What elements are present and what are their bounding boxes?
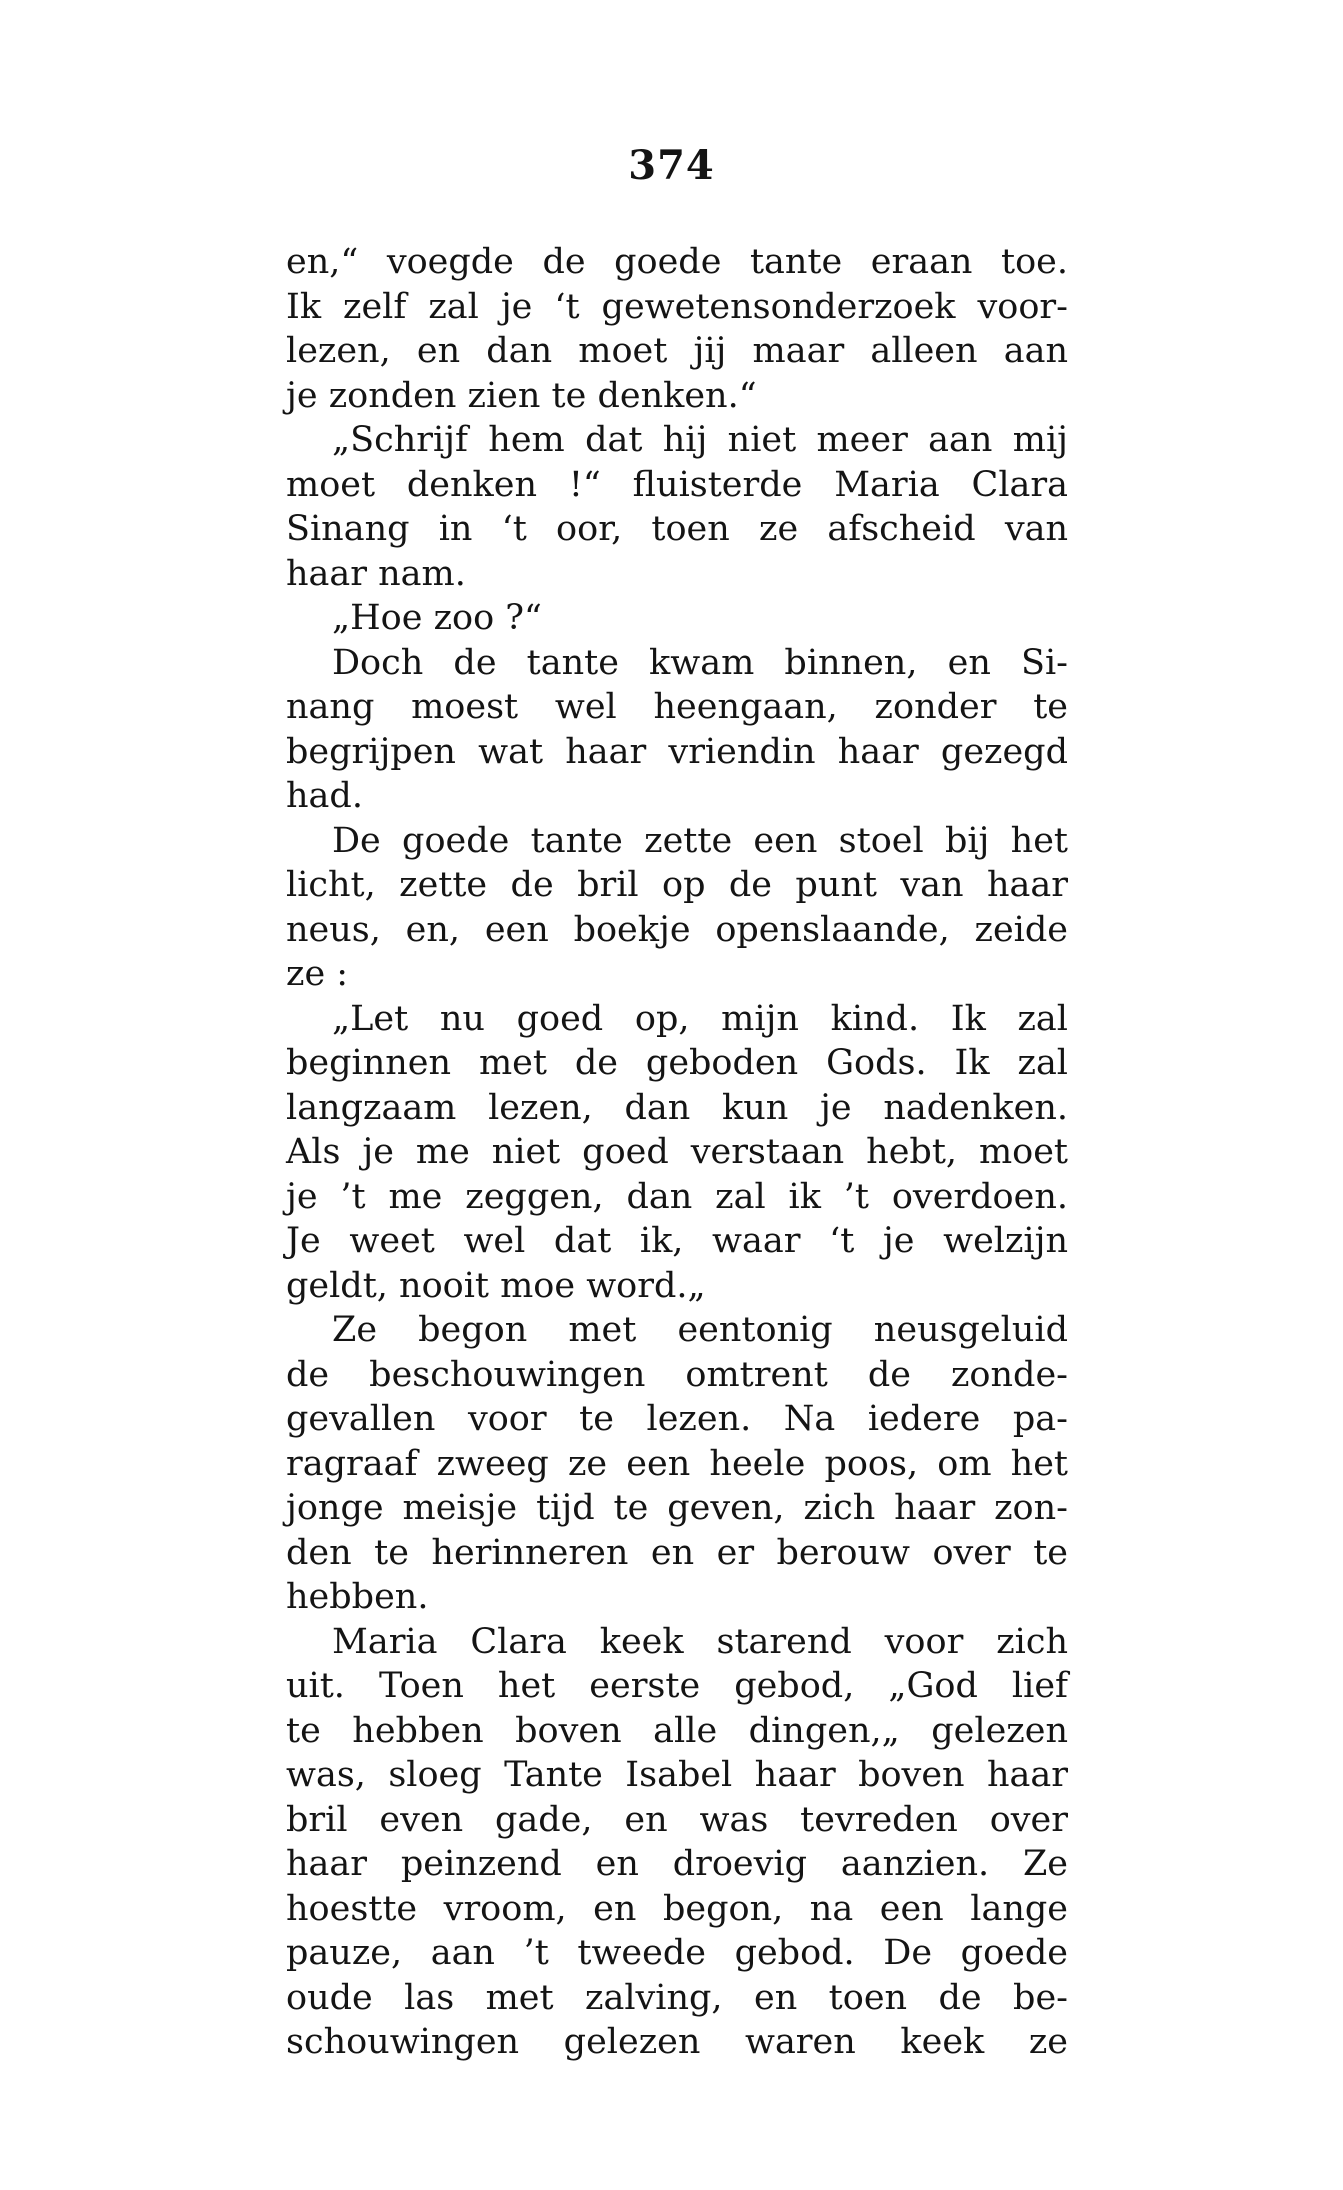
text-line: beginnen met de geboden Gods. Ik zal — [286, 1043, 1068, 1083]
text-line: hebben. — [286, 1577, 429, 1617]
text-line: den te herinneren en er berouw over te — [286, 1532, 1068, 1573]
text-line: hoestte vroom, en begon, na een lange — [286, 1888, 1068, 1929]
text-line: je ’t me zeggen, dan zal ik ’t overdoen. — [286, 1176, 1068, 1217]
text-line: oude las met zalving, en toen de be- — [286, 1977, 1068, 2018]
text-line: licht, zette de bril op de punt van haar — [286, 865, 1068, 905]
text-line: nang moest wel heengaan, zonder te — [286, 687, 1068, 727]
text-line: geldt, nooit moe word.„ — [286, 1265, 706, 1306]
text-line: ragraaf zweeg ze een heele poos, om het — [286, 1443, 1068, 1484]
text-line: Doch de tante kwam binnen, en Si- — [332, 642, 1068, 683]
text-line: lezen, en dan moet jij maar alleen aan — [286, 331, 1068, 371]
text-line: gevallen voor te lezen. Na iedere pa- — [286, 1399, 1068, 1439]
page-number: 374 — [628, 142, 715, 189]
text-line: te hebben boven alle dingen,„ gelezen — [286, 1710, 1068, 1751]
text-line: Maria Clara keek starend voor zich — [332, 1621, 1068, 1662]
text-line: De goede tante zette een stoel bij het — [332, 820, 1068, 861]
text-line: „Hoe zoo ?“ — [332, 598, 542, 638]
text-line: pauze, aan ’t tweede gebod. De goede — [286, 1933, 1068, 1973]
text-line: haar peinzend en droevig aanzien. Ze — [286, 1844, 1068, 1884]
text-line: Je weet wel dat ik, waar ‘t je welzijn — [286, 1221, 1068, 1261]
text-line: langzaam lezen, dan kun je nadenken. — [286, 1087, 1068, 1128]
text-line: Ze begon met eentonig neusgeluid — [332, 1310, 1068, 1350]
text-line: haar nam. — [286, 553, 466, 594]
text-line: neus, en, een boekje openslaande, zeide — [286, 909, 1068, 950]
text-line: Sinang in ‘t oor, toen ze afscheid van — [286, 509, 1068, 549]
text-line: „Schrijf hem dat hij niet meer aan mij — [332, 420, 1068, 460]
text-line: jonge meisje tijd te geven, zich haar zon- — [286, 1488, 1068, 1528]
text-line: de beschouwingen omtrent de zonde- — [286, 1354, 1068, 1395]
body-text — [286, 240, 1068, 2065]
text-line: uit. Toen het eerste gebod, „God lief — [286, 1666, 1068, 1706]
text-line: bril even gade, en was tevreden over — [286, 1799, 1068, 1840]
text-line: moet denken !“ fluisterde Maria Clara — [286, 464, 1068, 505]
text-line: begrijpen wat haar vriendin haar gezegd — [286, 731, 1068, 772]
text-line: Als je me niet goed verstaan hebt, moet — [286, 1132, 1068, 1172]
text-line: en,“ voegde de goede tante eraan toe. — [286, 242, 1068, 282]
text-line: had. — [286, 776, 363, 816]
text-line: je zonden zien te denken.“ — [286, 375, 757, 416]
text-line: Ik zelf zal je ‘t gewetensonderzoek voor- — [286, 286, 1068, 327]
text-line: „Let nu goed op, mijn kind. Ik zal — [332, 998, 1068, 1039]
text-line: ze : — [286, 954, 349, 994]
text-line: schouwingen gelezen waren keek ze — [286, 2022, 1068, 2062]
text-line: was, sloeg Tante Isabel haar boven haar — [286, 1755, 1068, 1795]
